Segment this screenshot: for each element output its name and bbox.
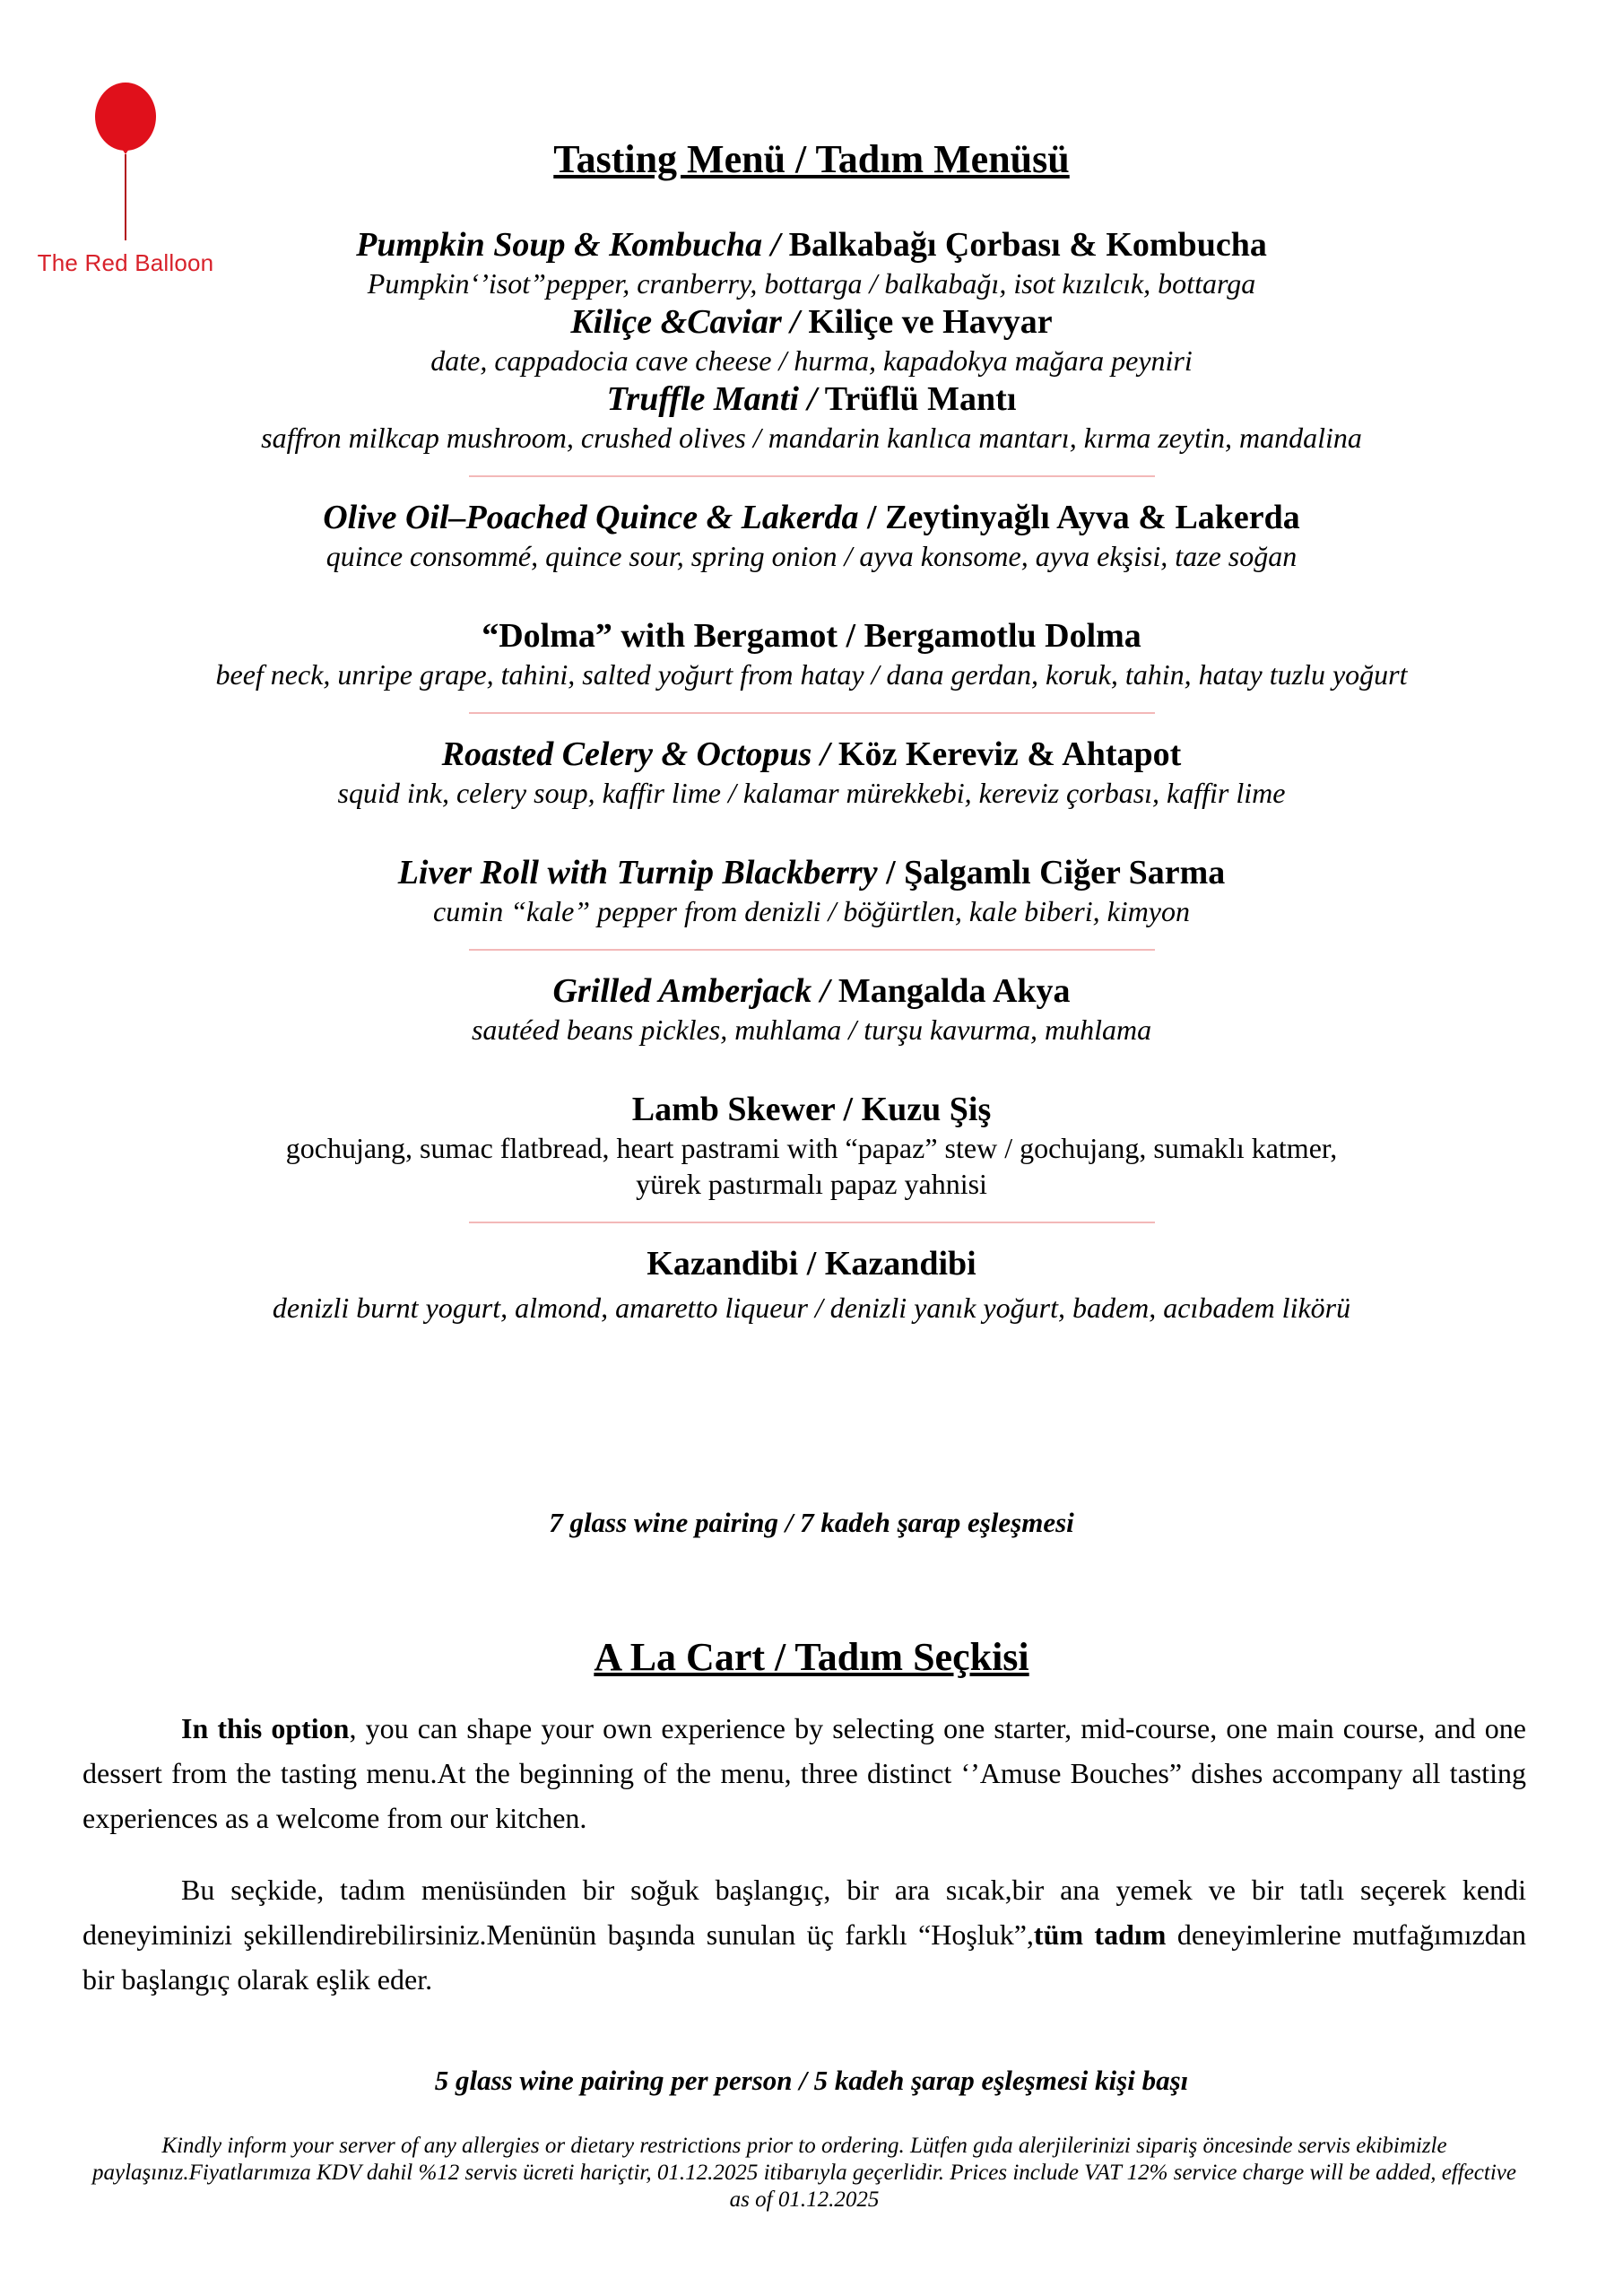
tasting-menu-list: [81, 224, 1542, 1326]
tasting-wine-pairing: 7 glass wine pairing / 7 kadeh şarap eşleşmesi: [549, 1507, 1074, 1538]
dish-name-tr: Kiliçe ve Havyar: [799, 303, 1053, 341]
paragraph-body: Bu seçkide, tadım menüsünden bir soğuk başlangıç, bir ara sıcak,bir ana yemek ve bir tatlı seçerek kendi deneyiminizi şekillendirebilirsiniz.Menünün başında sunulan üç farklı “Hoşluk”,: [82, 1874, 1526, 1951]
dish-name-en: Liver Roll with Turnip Blackberry: [397, 854, 878, 891]
section-divider: [469, 712, 1155, 714]
dish-name-tr: Mangalda Akya: [829, 972, 1071, 1010]
dish-name-en: Olive Oil–Poached Quince & Lakerda: [323, 499, 868, 536]
a-la-cart-wine-pairing: 5 glass wine pairing per person / 5 kadeh şarap eşleşmesi kişi başı: [434, 2065, 1189, 2096]
dish-description: cumin “kale” pepper from denizli / böğürtlen, kale biberi, kimyon: [432, 895, 1190, 927]
dish-name-tr: / Şalgamlı Ciğer Sarma: [877, 854, 1226, 891]
section-divider: [469, 475, 1155, 477]
paragraph-end: deneyimlerine mutfağımızdan bir başlangıç olarak eşlik eder.: [82, 1918, 1527, 1996]
dish-4: [81, 497, 1542, 574]
dish-1: [81, 224, 1542, 301]
dish-5: [81, 615, 1542, 692]
a-la-cart-paragraph-en: [82, 1706, 1526, 1840]
a-la-cart-paragraph-tr: [82, 1867, 1526, 2002]
dish-description: Pumpkin‘’isot”pepper, cranberry, bottarga / balkabağı, isot kızılcık, bottarga: [367, 267, 1256, 300]
paragraph-lead: In this option: [181, 1712, 350, 1744]
dish-description: gochujang, sumac flatbread, heart pastrami with “papaz” stew / gochujang, sumaklı katmer, yürek pastırmalı papaz yahnisi: [285, 1132, 1338, 1200]
paragraph-bold: tüm tadım: [1033, 1918, 1167, 1951]
dish-name-tr: Köz Kereviz & Ahtapot: [829, 735, 1182, 773]
dish-2: [81, 301, 1542, 378]
dish-10: [81, 1243, 1542, 1326]
section-divider: [469, 949, 1155, 951]
dish-3: [81, 378, 1542, 456]
dish-name-en: Pumpkin Soup & Kombucha /: [356, 226, 781, 264]
dish-name-tr: “Dolma” with Bergamot / Bergamotlu Dolma: [482, 617, 1141, 655]
dish-6: [81, 734, 1542, 811]
dish-name-tr: / Zeytinyağlı Ayva & Lakerda: [867, 499, 1300, 536]
paragraph-body: , you can shape your own experience by selecting one starter, mid-course, one main course, and one dessert from the tasting menu.At the beginning of the menu, three distinct ‘’Amuse Bouches” dishes accompany all tasting experiences as a welcome from our kitchen.: [82, 1712, 1527, 1834]
dish-description: denizli burnt yogurt, almond, amaretto liqueur / denizli yanık yoğurt, badem, acıbadem likörü: [272, 1292, 1351, 1324]
footer-note: Kindly inform your server of any allergies or dietary restrictions prior to ordering. Lütfen gıda alerjilerinizi sipariş öncesinde servis ekibimizle paylaşınız.Fiyatlarımıza KDV dahil %12 servis ücreti hariçtir, 01.12.2025 itibarıyla geçerlidir. Prices include VAT 12% service charge will be added, effective as of 01.12.2025: [92, 2134, 1516, 2212]
dish-name-en: Grilled Amberjack /: [552, 972, 830, 1010]
dish-9: [81, 1089, 1542, 1202]
tasting-menu-title: Tasting Menü / Tadım Menüsü: [553, 137, 1070, 181]
dish-name-tr: Kazandibi / Kazandibi: [647, 1245, 976, 1283]
dish-8: [81, 970, 1542, 1048]
dish-name-en: Roasted Celery & Octopus /: [441, 735, 830, 773]
section-divider: [469, 1222, 1155, 1223]
brand-name: The Red Balloon: [37, 249, 214, 276]
dish-description: saffron milkcap mushroom, crushed olives / mandarin kanlıca mantarı, kırma zeytin, mandalina: [261, 422, 1362, 454]
dish-name-en: Kiliçe &Caviar /: [570, 303, 800, 341]
dish-description: sautéed beans pickles, muhlama / turşu kavurma, muhlama: [471, 1013, 1152, 1046]
dish-name-tr: Trüflü Mantı: [816, 380, 1017, 418]
dish-name-tr: Balkabağı Çorbası & Kombucha: [780, 226, 1267, 264]
dish-description: date, cappadocia cave cheese / hurma, kapadokya mağara peyniri: [430, 344, 1193, 377]
dish-description: beef neck, unripe grape, tahini, salted yoğurt from hatay / dana gerdan, koruk, tahin, hatay tuzlu yoğurt: [215, 658, 1408, 691]
dish-7: [81, 852, 1542, 929]
dish-description: quince consommé, quince sour, spring onion / ayva konsome, ayva ekşisi, taze soğan: [325, 540, 1298, 572]
dish-name-en: Truffle Manti /: [606, 380, 817, 418]
dish-description: squid ink, celery soup, kaffir lime / kalamar mürekkebi, kereviz çorbası, kaffir lime: [337, 777, 1286, 809]
a-la-cart-title: A La Cart / Tadım Seçkisi: [594, 1635, 1029, 1679]
dish-name-tr: Lamb Skewer / Kuzu Şiş: [631, 1091, 992, 1128]
